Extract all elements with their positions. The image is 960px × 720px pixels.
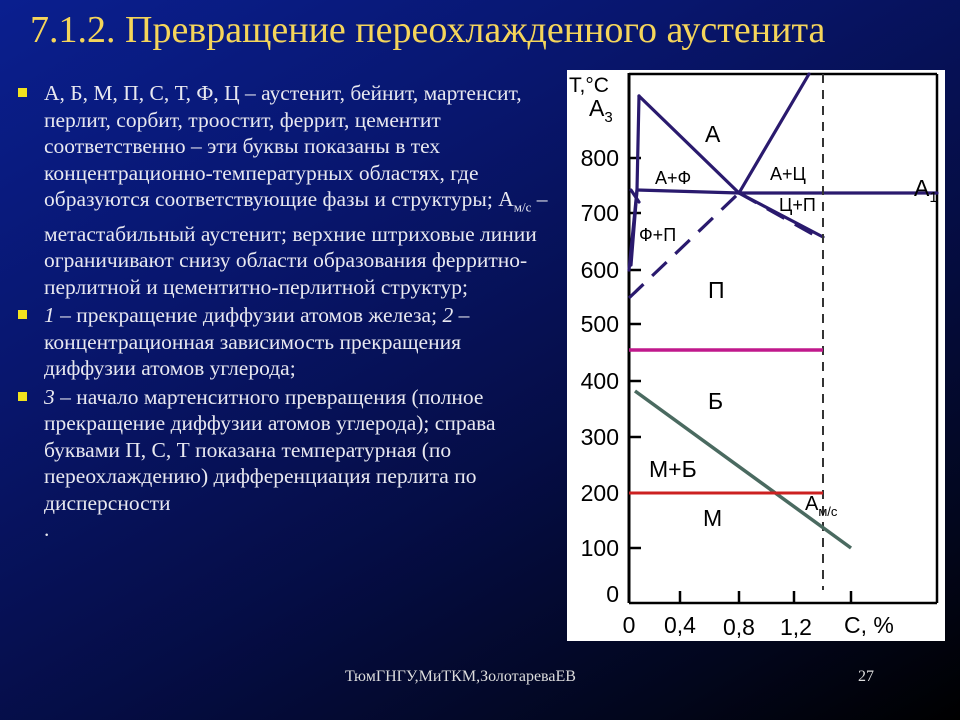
bullet-number-1: 1 bbox=[44, 303, 55, 328]
a1-label: $А_1$ bbox=[914, 175, 938, 206]
page-number: 27 bbox=[858, 668, 874, 685]
region-austenite-cementite: А+Ц bbox=[770, 164, 806, 184]
y-tick-label: 0 bbox=[606, 581, 619, 607]
bullet-text-3: – начало мартенситного превращения (полное прекращение диффузии атомов углерода); справа буквами П, С, Т показана температурная (по переохлаждению) дифференциация перлита по дисперсности bbox=[44, 384, 496, 515]
slide-title: 7.1.2. Превращение переохлажденного аустенита bbox=[30, 9, 826, 51]
region-ferrite-pearlite: Ф+П bbox=[639, 225, 677, 245]
y-tick-label: 200 bbox=[580, 480, 619, 506]
bullet-list bbox=[18, 80, 558, 545]
bullet-text-1: А, Б, М, П, С, Т, Ф, Ц – аустенит, бейнит, мартенсит, перлит, сорбит, троостит, феррит, цементит соответственно – эти буквы показаны в тех концентрационно-температурных областях, где образуются соответствующие фазы и структуры; А bbox=[44, 81, 522, 211]
y-tick-label: 400 bbox=[580, 368, 619, 394]
region-martensite-bainite: М+Б bbox=[649, 456, 697, 482]
bullet-number-2: 2 bbox=[442, 303, 454, 328]
bullet-text-3-end: . bbox=[44, 517, 50, 542]
bullet-item-phases bbox=[18, 80, 558, 300]
square-bullet-icon bbox=[18, 392, 27, 401]
bullet-item-diffusion bbox=[18, 302, 558, 382]
bullet-text-2b: – концентрационная зависимость прекращения диффузии атомов углерода; bbox=[44, 303, 470, 381]
diagram-background bbox=[567, 70, 945, 641]
bullet-number-3: 3 bbox=[44, 384, 55, 409]
region-cementite-pearlite: Ц+П bbox=[779, 195, 816, 215]
x-axis-label: С, % bbox=[844, 612, 894, 638]
transformation-diagram bbox=[567, 70, 945, 641]
a3-label: $А_3$ bbox=[589, 95, 613, 126]
y-tick-label: 700 bbox=[580, 200, 619, 226]
ams-label: $А_{м/с}$ bbox=[805, 493, 838, 519]
region-austenite: А bbox=[705, 121, 721, 147]
bullet-text-2a: – прекращение диффузии атомов железа; bbox=[54, 303, 438, 328]
square-bullet-icon bbox=[18, 88, 27, 97]
y-tick-labels bbox=[581, 145, 619, 607]
y-axis-label: Т,°С bbox=[569, 74, 609, 97]
y-tick-label: 800 bbox=[580, 145, 619, 171]
y-tick-label: 300 bbox=[580, 424, 619, 450]
y-tick-label: 500 bbox=[580, 311, 619, 337]
bullet-subscript: м/с bbox=[513, 199, 532, 215]
region-martensite: М bbox=[703, 505, 723, 531]
bullet-item-martensite bbox=[18, 384, 558, 543]
x-tick-label: 0,4 bbox=[664, 612, 696, 638]
x-tick-label: 0 bbox=[622, 612, 636, 638]
y-tick-label: 100 bbox=[580, 535, 619, 561]
region-austenite-ferrite: А+Ф bbox=[655, 168, 692, 188]
y-tick-label: 600 bbox=[580, 257, 619, 283]
x-tick-label: 1,2 bbox=[780, 614, 812, 640]
x-tick-label: 0,8 bbox=[723, 614, 755, 640]
region-bainite: Б bbox=[708, 388, 724, 414]
bullet-text-1b: – метастабильный аустенит; верхние штриховые линии ограничивают снизу области образования ферритно-перлитной и цементитно-перлитной структур; bbox=[44, 187, 548, 299]
region-pearlite: П bbox=[708, 277, 725, 303]
square-bullet-icon bbox=[18, 310, 27, 319]
footer-author: ТюмГНГУ,МиТКМ,ЗолотареваЕВ bbox=[345, 668, 576, 685]
